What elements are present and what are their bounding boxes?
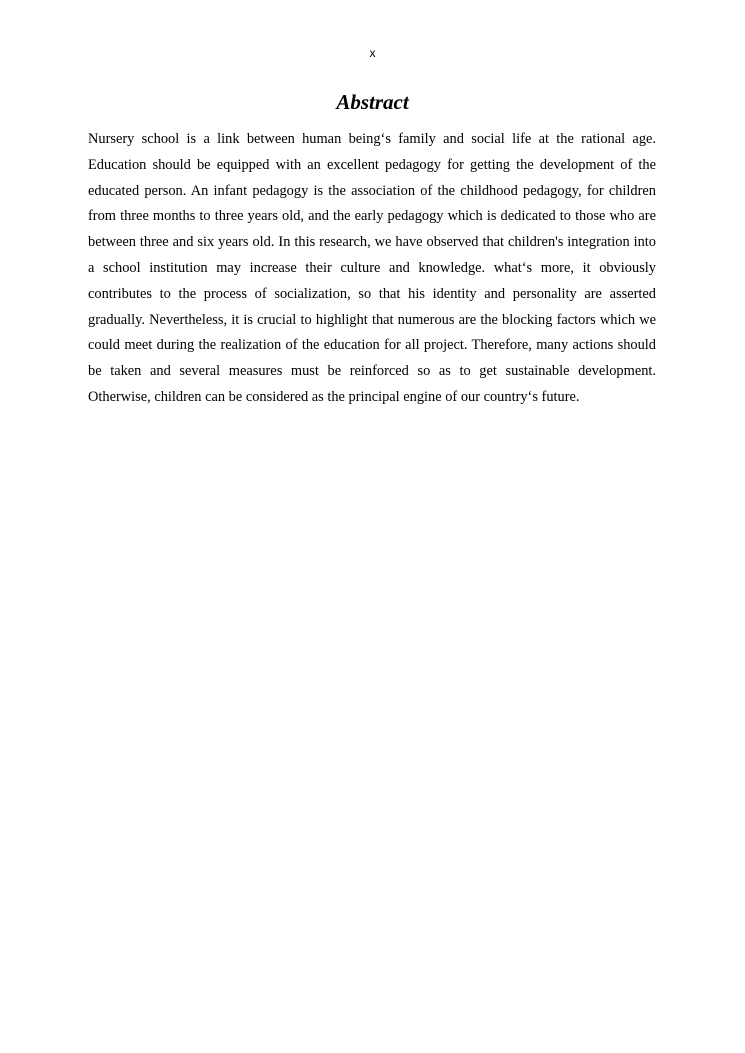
abstract-body: Nursery school is a link between human being‘s family and social life at the rational age. Education should be equipped with an excellent pedagogy for getting the development of the educated person. An infant pedagogy is the association of the childhood pedagogy, for children from three months to three years old, and the early pedagogy which is dedicated to those who are between three and six years old. In this research, we have observed that children's integration into a school institution may increase their culture and knowledge. what‘s more, it obviously contributes to the process of socialization, so that his identity and personality are asserted gradually. Nevertheless, it is crucial to highlight that numerous are the blocking factors which we could meet during the realization of the education for all project. Therefore, many actions should be taken and several measures must be reinforced so as to get sustainable development. Otherwise, children can be considered as the principal engine of our country‘s future. xyxy=(88,131,656,405)
abstract-title: Abstract xyxy=(336,90,409,114)
page-number: x xyxy=(369,46,376,60)
